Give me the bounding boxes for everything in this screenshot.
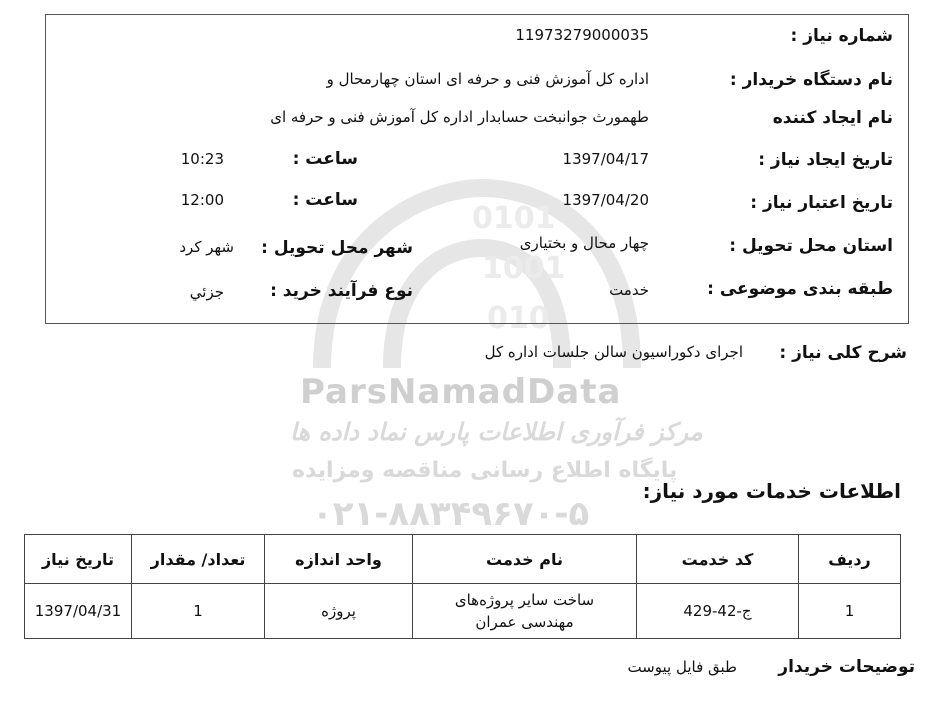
- process-label: نوع فرآیند خرید :: [270, 281, 413, 301]
- svg-text:1001: 1001: [482, 251, 566, 286]
- cell-quantity: 1: [132, 584, 265, 639]
- created-date-value: 1397/04/17: [562, 150, 649, 168]
- col-header-row-number: ردیف: [799, 535, 901, 584]
- cell-service-code: ج-42-429: [637, 584, 799, 639]
- services-heading: اطلاعات خدمات مورد نیاز:: [642, 479, 901, 503]
- table-row: [25, 584, 901, 639]
- col-header-quantity: تعداد/ مقدار: [132, 535, 265, 584]
- city-value: شهر کرد: [179, 238, 234, 256]
- category-label: طبقه بندی موضوعی :: [707, 279, 893, 299]
- category-value: خدمت: [609, 281, 649, 299]
- col-header-need-date: تاریخ نیاز: [25, 535, 132, 584]
- validity-date-value: 1397/04/20: [562, 191, 649, 209]
- svg-text:010: 010: [487, 301, 550, 336]
- watermark-line1: مرکز فرآوری اطلاعات پارس نماد داده ها: [290, 418, 703, 446]
- buyer-label: نام دستگاه خریدار :: [729, 70, 893, 90]
- province-label: استان محل تحویل :: [729, 236, 893, 256]
- buyer-value: اداره کل آموزش فنی و حرفه ای استان چهارمحال و: [326, 70, 649, 88]
- watermark-phone: ۰۲۱-۸۸۳۴۹۶۷۰-۵: [312, 494, 590, 534]
- creator-value: طهمورث جوانبخت حسابدار اداره کل آموزش فنی و حرفه ای: [270, 108, 649, 126]
- cell-unit: پروژه: [265, 584, 413, 639]
- process-value: جزئي: [189, 283, 224, 301]
- cell-service-name: ساخت سایر پروژه‌های مهندسی عمران: [413, 584, 637, 639]
- validity-time-value: 12:00: [180, 191, 224, 209]
- province-value: چهار محال و بختیاری: [519, 234, 649, 252]
- validity-time-label: ساعت :: [292, 190, 358, 210]
- created-date-label: تاریخ ایجاد نیاز :: [758, 150, 893, 170]
- need-number-value: 11973279000035: [515, 26, 649, 44]
- watermark-brand: ParsNamadData: [300, 372, 622, 412]
- validity-date-label: تاریخ اعتبار نیاز :: [750, 193, 893, 213]
- buyer-notes-value: طبق فایل پیوست: [627, 658, 737, 676]
- col-header-service-code: کد خدمت: [637, 535, 799, 584]
- col-header-service-name: نام خدمت: [413, 535, 637, 584]
- need-number-label: شماره نیاز :: [790, 26, 893, 46]
- cell-need-date: 1397/04/31: [25, 584, 132, 639]
- services-table: [24, 534, 901, 639]
- description-label: شرح کلی نیاز :: [779, 343, 907, 363]
- created-time-value: 10:23: [180, 150, 224, 168]
- buyer-notes-label: توضیحات خریدار: [778, 657, 915, 677]
- col-header-unit: واحد اندازه: [265, 535, 413, 584]
- cell-row-number: 1: [799, 584, 901, 639]
- svg-text:0101: 0101: [472, 201, 556, 236]
- watermark-line2: پایگاه اطلاع رسانی مناقصه ومزایده: [292, 458, 678, 483]
- created-time-label: ساعت :: [292, 149, 358, 169]
- description-value: اجرای دکوراسیون سالن جلسات اداره کل: [484, 343, 743, 361]
- table-header-row: [25, 535, 901, 584]
- creator-label: نام ایجاد کننده: [772, 108, 893, 128]
- city-label: شهر محل تحویل :: [261, 238, 413, 258]
